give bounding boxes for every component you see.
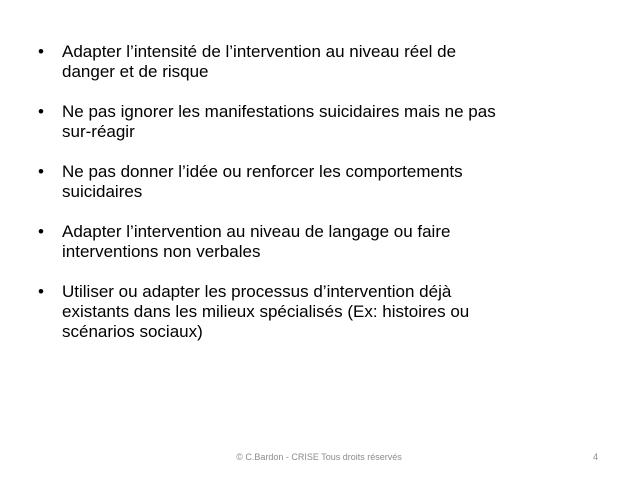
bullet-item (38, 162, 598, 202)
bullet-text-line: scénarios sociaux) (62, 322, 203, 341)
bullet-text-line: Utiliser ou adapter les processus d’intervention déjà (62, 282, 452, 301)
bullet-item (38, 42, 598, 82)
bullet-text-line: Ne pas donner l’idée ou renforcer les comportements (62, 162, 463, 181)
bullet-icon: • (38, 102, 44, 121)
footer-copyright: © C.Bardon - CRISE Tous droits réservés (236, 452, 402, 462)
bullet-text-line: suicidaires (62, 182, 143, 201)
bullet-icon: • (38, 282, 44, 301)
bullet-item (38, 282, 598, 342)
bullet-icon: • (38, 162, 44, 181)
bullet-text-line: existants dans les milieux spécialisés (Ex: histoires ou (62, 302, 470, 321)
bullet-item (38, 222, 598, 262)
bullet-text-line: Adapter l’intervention au niveau de langage ou faire (62, 222, 451, 241)
bullet-item (38, 102, 598, 142)
page-number: 4 (592, 452, 598, 462)
bullet-list (38, 42, 598, 342)
bullet-icon: • (38, 42, 44, 61)
bullet-text-line: Ne pas ignorer les manifestations suicidaires mais ne pas (62, 102, 496, 121)
bullet-text-line: Adapter l’intensité de l’intervention au niveau réel de (62, 42, 457, 61)
bullet-text-line: danger et de risque (62, 62, 209, 81)
bullet-icon: • (38, 222, 44, 241)
bullet-text-line: sur-réagir (62, 122, 135, 141)
bullet-text-line: interventions non verbales (62, 242, 261, 261)
